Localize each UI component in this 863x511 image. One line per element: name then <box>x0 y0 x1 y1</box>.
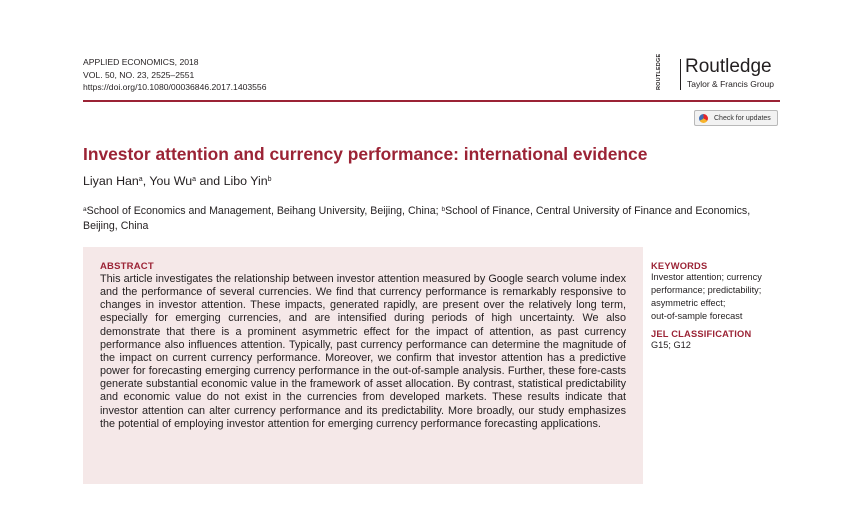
abstract-heading: ABSTRACT <box>100 261 154 272</box>
affiliations <box>83 202 763 234</box>
author-affil-marker: a <box>192 176 196 183</box>
keywords-list <box>651 271 791 323</box>
keywords-heading: KEYWORDS <box>651 261 708 271</box>
author-list <box>83 174 272 188</box>
author-affil-marker: a <box>138 176 143 183</box>
article-title: Investor attention and currency performance: international evidence <box>83 144 648 164</box>
check-for-updates-label: Check for updates <box>714 114 771 122</box>
author-separator: and <box>196 174 224 188</box>
publisher-subtitle: Taylor & Francis Group <box>687 79 774 89</box>
journal-volume: VOL. 50, NO. 23, 2525–2551 <box>83 69 195 80</box>
header-rule <box>83 100 780 102</box>
affiliation-b: School of Finance, Central University of Finance and Economics, Beijing, China <box>83 205 751 232</box>
author-separator: , <box>142 174 150 188</box>
keyword-line: asymmetric effect; <box>651 298 726 308</box>
journal-name: APPLIED ECONOMICS, 2018 <box>83 57 199 67</box>
jel-codes: G15; G12 <box>651 340 691 350</box>
author-name[interactable]: Liyan Han <box>83 174 139 188</box>
author-affil-marker: b <box>267 176 272 183</box>
affiliation-a: School of Economics and Management, Beihang University, Beijing, China; <box>86 205 442 217</box>
publisher-divider <box>680 59 681 90</box>
crossmark-icon <box>699 114 708 123</box>
author-name[interactable]: Libo Yin <box>223 174 268 188</box>
abstract-text: This article investigates the relationship between investor attention measured by Google search volume index and the performance of several currencies. We find that currency performance is remarkably responsive to changes in investor attention. These impacts, generated rapidly, are present over the relatively long term, especially for emerging currencies, and are intensified during periods of high uncertainty. We also demonstrate that there is a prominent asymmetric effect for the impact of attention, as past currency performance also influences attention. Typically, past currency performance can determine the magnitude of the impact on current currency performance. Moreover, we confirm that investor attention has a predictive power for forecasting emerging currency performance in the out-of-sample analysis. Further, these fore-casts generate substantial economic value in the framework of asset allocation. By contrast, statistical predictability and economic value do not exist in the currencies from developed markets. These results indicate that investor attention can alter currency performance and its predictability. More broadly, our study emphasizes the potential of employing investor attention for emerging currency performance forecasting applications. <box>100 273 626 430</box>
keywords-panel <box>651 261 791 352</box>
affil-marker-a: a <box>83 206 87 213</box>
jel-heading: JEL CLASSIFICATION <box>651 329 752 339</box>
keyword-line: performance; predictability; <box>651 285 762 295</box>
author-name[interactable]: You Wu <box>149 174 193 188</box>
affil-marker-b: b <box>441 206 446 213</box>
publisher-name: Routledge <box>685 56 772 77</box>
check-for-updates-button[interactable] <box>694 110 778 126</box>
keyword-line: Investor attention; currency <box>651 272 762 282</box>
keyword-line: out-of-sample forecast <box>651 311 743 321</box>
journal-doi[interactable]: https://doi.org/10.1080/00036846.2017.1403556 <box>83 82 267 93</box>
abstract-box <box>83 247 643 484</box>
journal-info <box>83 56 267 94</box>
publisher-vertical-text: ROUTLEDGE <box>656 53 662 90</box>
